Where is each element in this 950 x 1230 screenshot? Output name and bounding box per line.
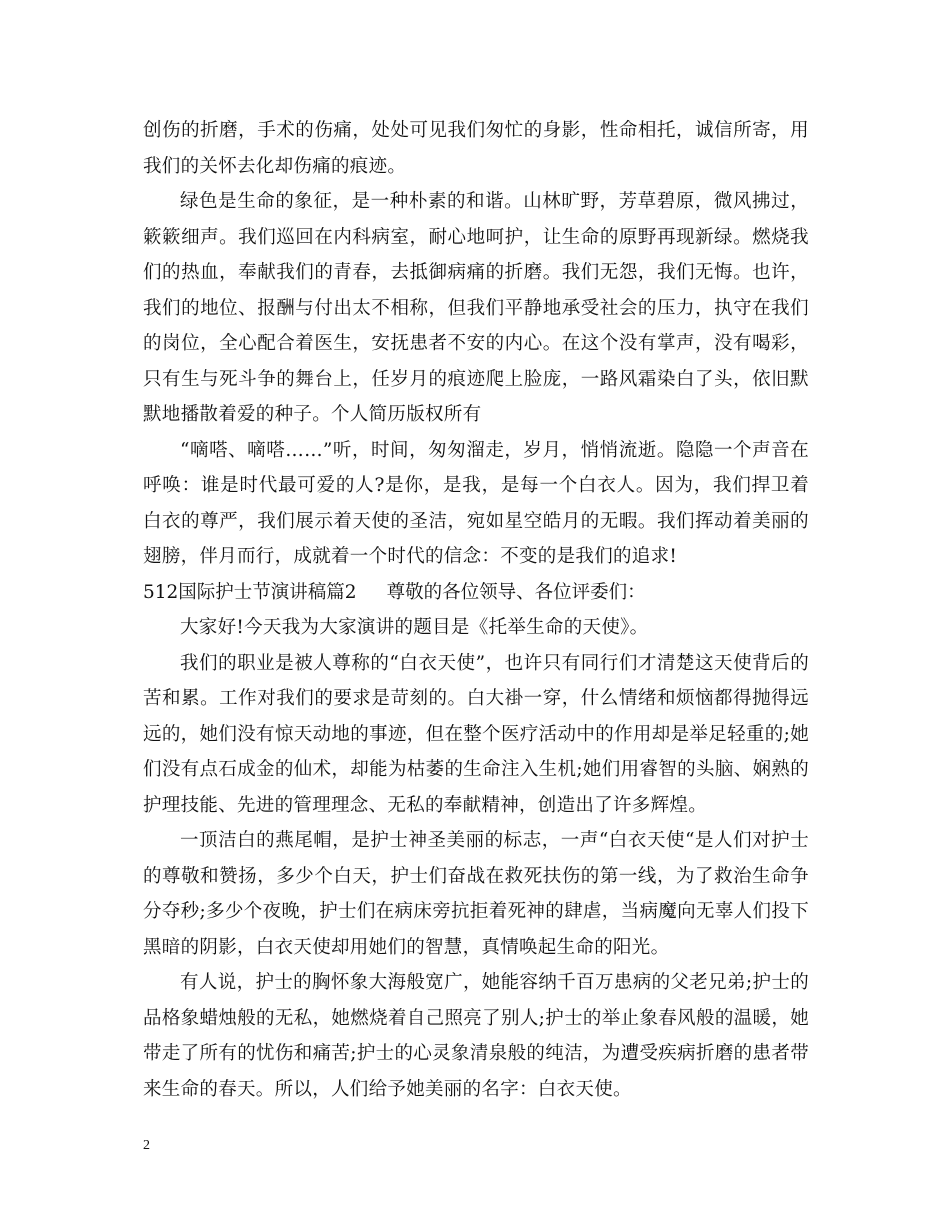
paragraph-continuation: 创伤的折磨，手术的伤痛，处处可见我们匆忙的身影，性命相托，诚信所寄，用我们的关怀去化却伤痛的痕迹。 bbox=[143, 120, 809, 177]
paragraph-nurse-qualities: 有人说，护士的胸怀象大海般宽广，她能容纳千百万患病的父老兄弟;护士的品格象蜡烛般的无私，她燃烧着自己照亮了别人;护士的举止象春风般的温暖，她带走了所有的忧伤和痛苦;护士的心灵象清泉般的纯洁，为遭受疾病折磨的患者带来生命的春天。所以，人们给予她美丽的名字：白衣天使。 bbox=[143, 972, 809, 1100]
paragraph-time-passing: “嘀嗒、嘀嗒……”听，时间，匆匆溜走，岁月，悄悄流逝。隐隐一个声音在呼唤：谁是时代最可爱的人?是你，是我，是每一个白衣人。因为，我们捍卫着白衣的尊严，我们展示着天使的圣洁，宛如星空皓月的无暇。我们挥动着美丽的翅膀，伴月而行，成就着一个时代的信念：不变的是我们的追求! bbox=[143, 439, 809, 567]
salutation: 尊敬的各位领导、各位评委们： bbox=[386, 581, 646, 603]
paragraph-profession: 我们的职业是被人尊称的“白衣天使”，也许只有同行们才清楚这天使背后的苦和累。工作对我们的要求是苛刻的。白大褂一穿，什么情绪和烦恼都得抛得远远的，她们没有惊天动地的事迹，但在整个医疗活动中的作用却是举足轻重的;她们没有点石成金的仙术，却能为枯萎的生命注入生机;她们用睿智的头脑、娴熟的护理技能、先进的管理理念、无私的奉献精神，创造出了许多辉煌。 bbox=[143, 652, 809, 816]
section-title: 512国际护士节演讲稿篇2 bbox=[143, 581, 357, 603]
page-number: 2 bbox=[143, 1138, 150, 1153]
paragraph-greeting: 大家好!今天我为大家演讲的题目是《托举生命的天使》。 bbox=[180, 617, 649, 638]
paragraph-green-life: 绿色是生命的象征，是一种朴素的和谐。山林旷野，芳草碧原，微风拂过，簌簌细声。我们巡回在内科病室，耐心地呵护，让生命的原野再现新绿。燃烧我们的热血，奉献我们的青春，去抵御病痛的折磨。我们无怨，我们无悔。也许，我们的地位、报酬与付出太不相称，但我们平静地承受社会的压力，执守在我们的岗位，全心配合着医生，安抚患者不安的内心。在这个没有掌声，没有喝彩，只有生与死斗争的舞台上，任岁月的痕迹爬上脸庞，一路风霜染白了头，依旧默默地播散着爱的种子。个人简历版权所有 bbox=[143, 191, 809, 425]
paragraph-nurse-cap: 一顶洁白的燕尾帽，是护士神圣美丽的标志，一声“白衣天使“是人们对护士的尊敬和赞扬，多少个白天，护士们奋战在救死扶伤的第一线，为了救治生命争分夺秒;多少个夜晚，护士们在病床旁抗拒着死神的肆虐，当病魔向无辜人们投下黑暗的阴影，白衣天使却用她们的智慧，真情唤起生命的阳光。 bbox=[143, 830, 809, 958]
section-heading-line bbox=[143, 575, 809, 611]
document-body bbox=[143, 113, 809, 1107]
